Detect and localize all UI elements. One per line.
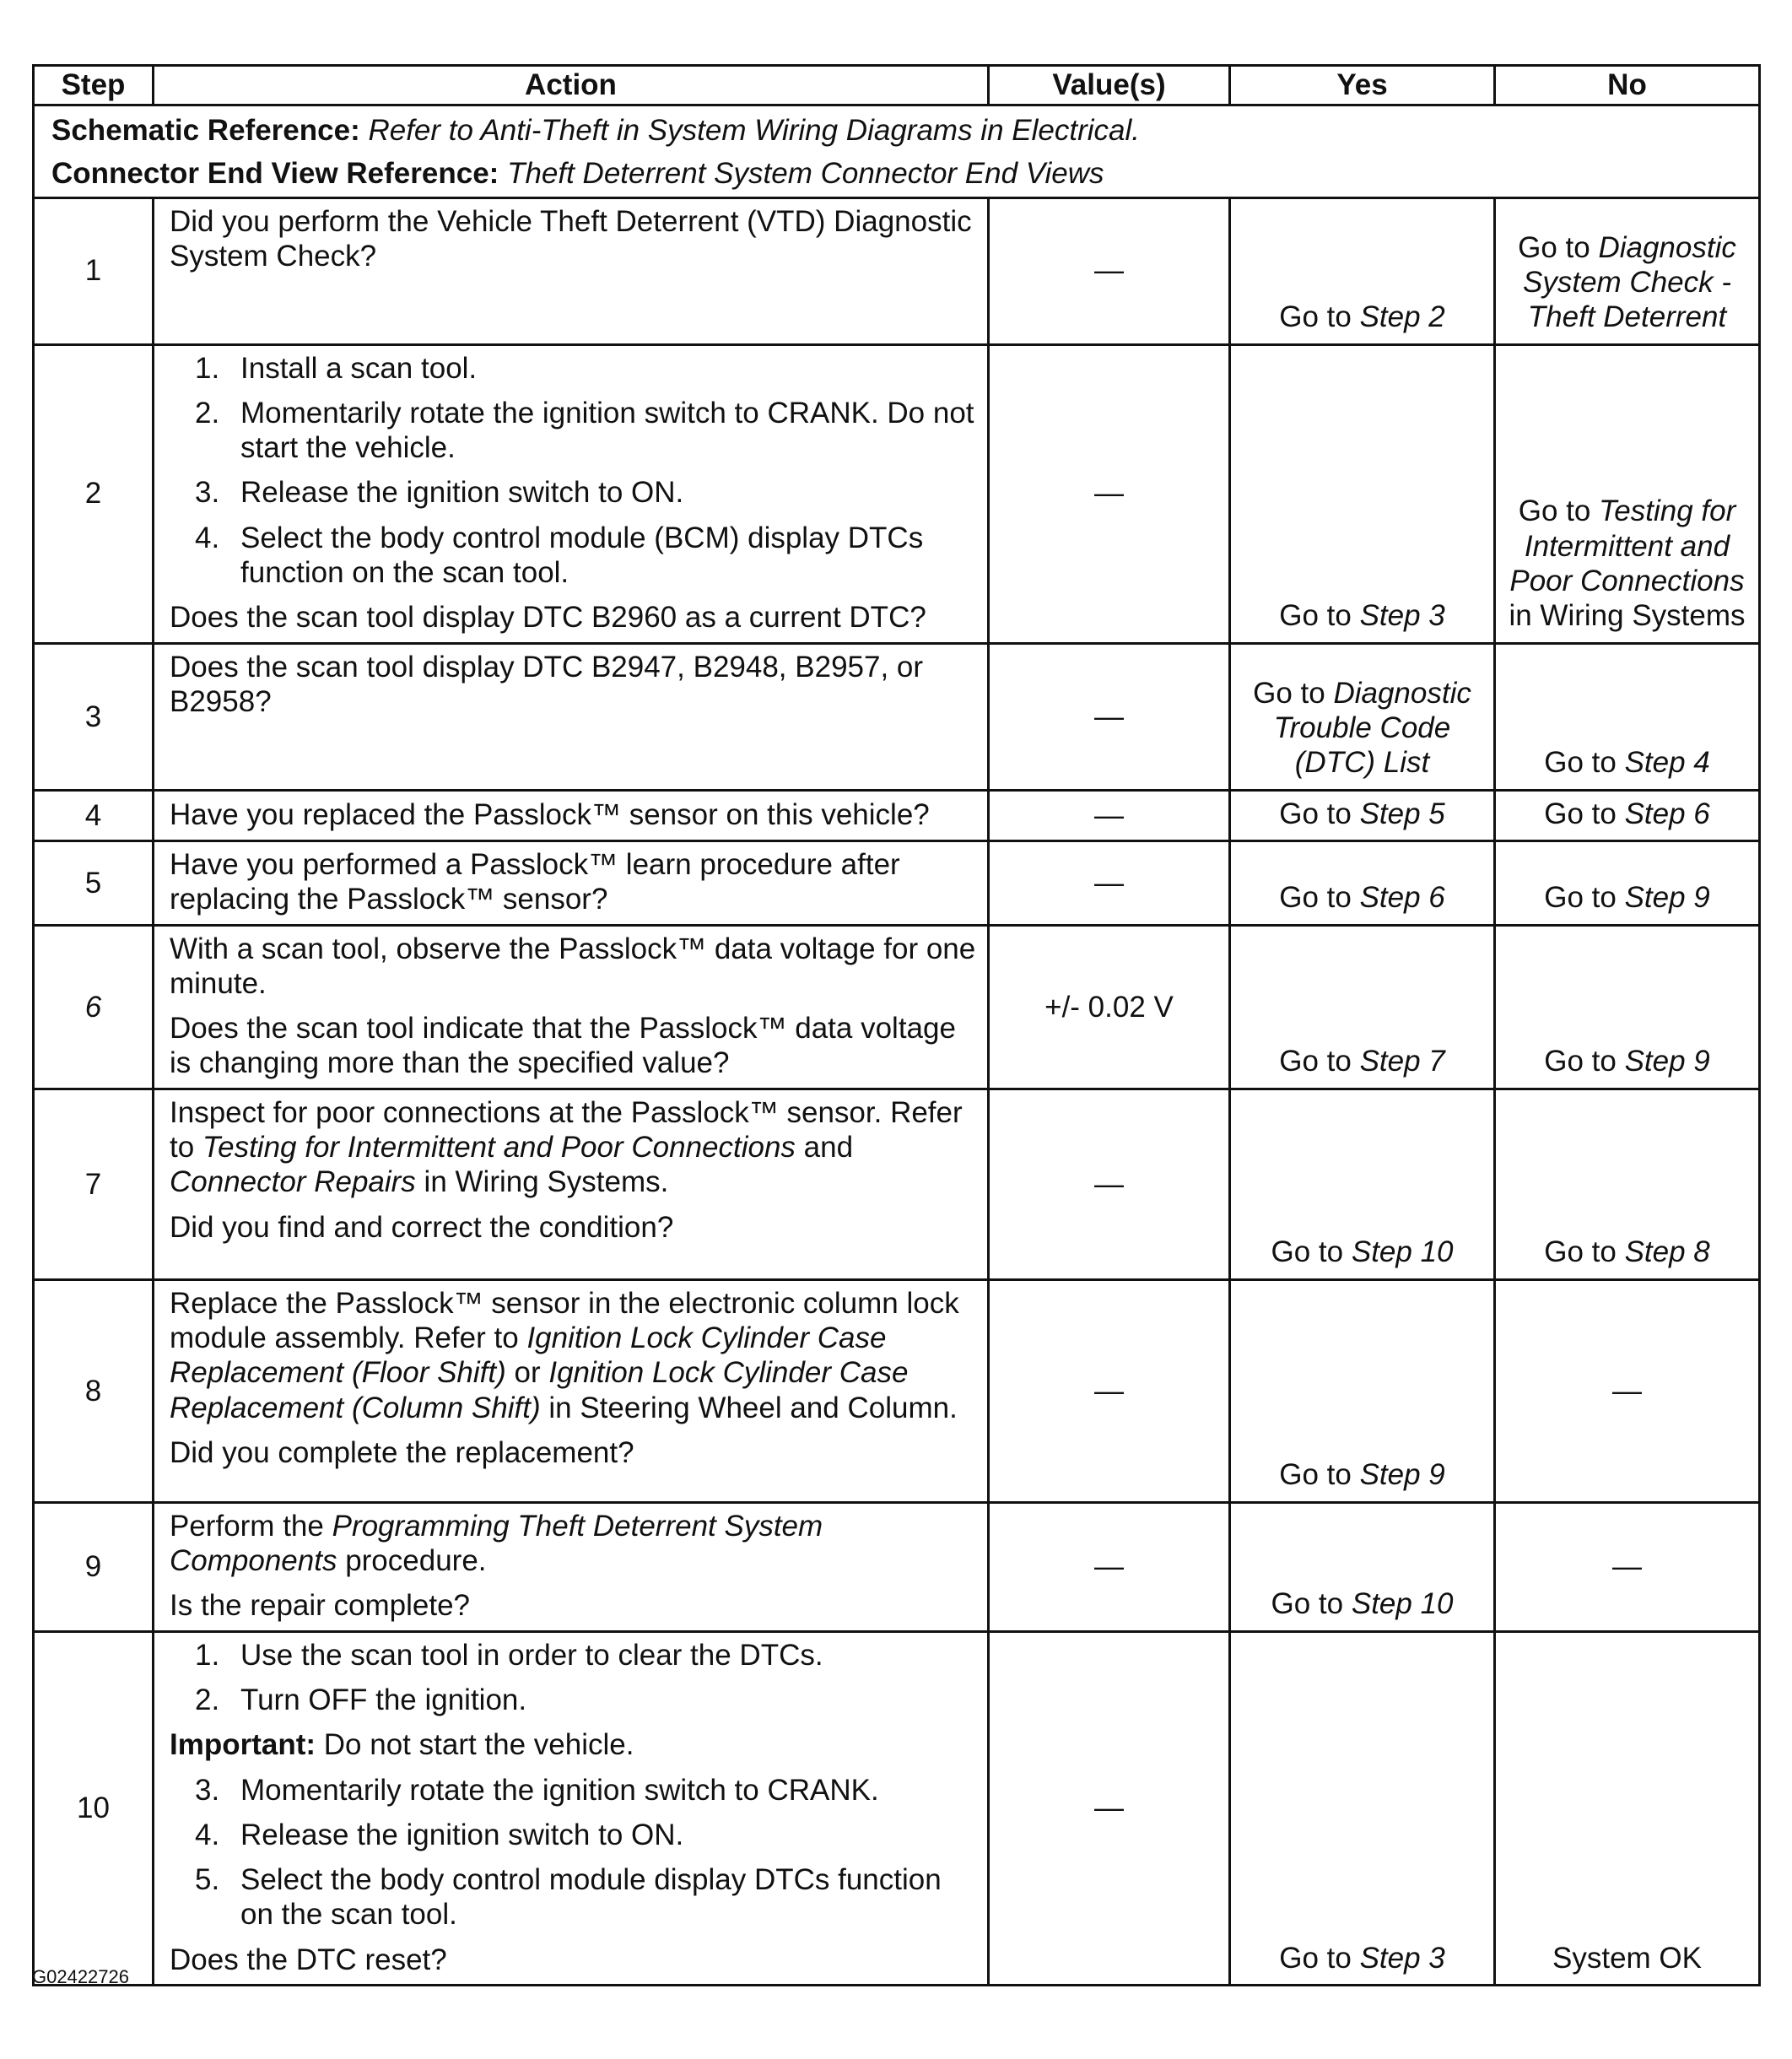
question-text: Does the DTC reset? xyxy=(170,1943,447,1976)
reference-link[interactable]: Programming Theft Deterrent System Components xyxy=(170,1509,823,1578)
goto-text: Go to xyxy=(1279,1458,1352,1492)
header-action: Action xyxy=(154,66,989,105)
diagnostic-table xyxy=(32,64,1761,1986)
list-item: 2. Momentarily rotate the ignition switch to CRANK. Do not start the vehicle. xyxy=(195,396,974,465)
reference-cell xyxy=(34,105,1760,198)
question-text: Did you complete the replacement? xyxy=(170,1435,634,1469)
list-item: 4. Select the body control module (BCM) display DTCs function on the scan tool. xyxy=(195,521,924,590)
list-item-text: Momentarily rotate the ignition switch to CRANK. Do not start the vehicle. xyxy=(240,396,974,465)
action-cell xyxy=(154,925,989,1089)
value-cell: — xyxy=(989,840,1230,925)
yes-step-link[interactable]: Step 3 xyxy=(1359,599,1445,633)
reference-link[interactable]: Ignition Lock Cylinder Case Replacement (Floor Shift) xyxy=(170,1321,887,1390)
value-cell: — xyxy=(989,197,1230,344)
no-cell: — xyxy=(1495,1279,1760,1502)
question-text: Does the scan tool display DTC B2960 as a current DTC? xyxy=(170,601,926,635)
value-cell: — xyxy=(989,643,1230,790)
action-text: Did you perform the Vehicle Theft Deterrent (VTD) Diagnostic System Check? xyxy=(170,204,972,273)
list-item-text: Select the body control module (BCM) display DTCs function on the scan tool. xyxy=(240,521,924,590)
goto-text: Go to xyxy=(1544,1235,1617,1269)
action-text: Does the scan tool display DTC B2947, B2948, B2957, or B2958? xyxy=(170,650,924,718)
step-number: 3 xyxy=(34,643,154,790)
yes-cell xyxy=(1230,1089,1495,1279)
value-cell: — xyxy=(989,1089,1230,1279)
reference-link[interactable]: Testing for Intermittent and Poor Connections xyxy=(202,1131,796,1165)
goto-text: Go to xyxy=(1279,300,1352,334)
no-link[interactable]: Testing for Intermittent and Poor Connections xyxy=(1509,494,1745,598)
list-item-text: Install a scan tool. xyxy=(240,351,478,385)
list-item-text: Momentarily rotate the ignition switch to CRANK. xyxy=(240,1773,879,1807)
connector-reference-text[interactable]: Theft Deterrent System Connector End Views xyxy=(507,157,1104,191)
action-text-part: Inspect for poor connections at the Passlock™ sensor. Refer to xyxy=(170,1095,963,1165)
action-text xyxy=(170,1095,977,1200)
action-text-part: Replace the Passlock™ sensor in the electronic column lock module assembly. Refer to xyxy=(170,1286,959,1355)
no-cell xyxy=(1495,1089,1760,1279)
step-number: 1 xyxy=(34,197,154,344)
yes-cell xyxy=(1230,344,1495,643)
action-list xyxy=(170,1773,977,1932)
goto-text: Go to xyxy=(1544,1045,1617,1078)
goto-text: Go to xyxy=(1271,1587,1344,1621)
question-text: Is the repair complete? xyxy=(170,1589,471,1623)
schematic-reference xyxy=(51,113,1741,148)
goto-text: Go to xyxy=(1279,881,1352,915)
action-text: Have you performed a Passlock™ learn procedure after replacing the Passlock™ sensor? xyxy=(170,847,900,916)
table-row xyxy=(34,1279,1760,1502)
table-row xyxy=(34,643,1760,790)
reference-link[interactable]: Ignition Lock Cylinder Case Replacement (Column Shift) xyxy=(170,1356,909,1424)
table-row xyxy=(34,790,1760,840)
step-number: 2 xyxy=(34,344,154,643)
table-row xyxy=(34,925,1760,1089)
list-item: 2. Turn OFF the ignition. xyxy=(195,1683,527,1716)
list-item: 3. Release the ignition switch to ON. xyxy=(195,476,684,510)
goto-text: Go to xyxy=(1253,676,1325,710)
goto-text: Go to xyxy=(1279,1045,1352,1078)
yes-step-link[interactable]: Step 6 xyxy=(1359,881,1445,915)
reference-row xyxy=(34,105,1760,198)
no-cell xyxy=(1495,840,1760,925)
no-step-link[interactable]: Step 8 xyxy=(1624,1235,1710,1269)
important-text: Do not start the vehicle. xyxy=(323,1728,634,1762)
no-cell xyxy=(1495,925,1760,1089)
header-yes: Yes xyxy=(1230,66,1495,105)
reference-link[interactable]: Connector Repairs xyxy=(170,1165,416,1199)
yes-step-link[interactable]: Step 9 xyxy=(1359,1458,1445,1492)
important-note xyxy=(170,1727,977,1762)
goto-text: Go to xyxy=(1544,881,1617,915)
no-cell: System OK xyxy=(1495,1631,1760,1985)
no-link[interactable]: Diagnostic System Check - Theft Deterrent xyxy=(1523,230,1736,334)
action-cell xyxy=(154,1089,989,1279)
goto-text: Go to xyxy=(1279,1941,1352,1975)
connector-reference-label: Connector End View Reference: xyxy=(51,157,499,191)
action-text-part: in Steering Wheel and Column. xyxy=(548,1391,958,1424)
action-text: With a scan tool, observe the Passlock™ data voltage for one minute. xyxy=(170,932,976,1000)
no-step-link[interactable]: Step 9 xyxy=(1624,1045,1710,1078)
important-label: Important: xyxy=(170,1728,316,1762)
value-cell: — xyxy=(989,790,1230,840)
goto-text: Go to xyxy=(1518,494,1591,528)
action-cell xyxy=(154,790,989,840)
action-cell xyxy=(154,840,989,925)
table-row xyxy=(34,1502,1760,1631)
step-number: 8 xyxy=(34,1279,154,1502)
goto-text: Go to xyxy=(1518,230,1590,264)
action-text: Have you replaced the Passlock™ sensor on this vehicle? xyxy=(170,797,930,831)
action-text-part: and xyxy=(803,1131,854,1165)
schematic-reference-label: Schematic Reference: xyxy=(51,114,360,147)
figure-id: G02422726 xyxy=(32,1966,129,1987)
action-cell xyxy=(154,344,989,643)
goto-text: Go to xyxy=(1279,599,1352,633)
no-cell xyxy=(1495,197,1760,344)
step-number: 7 xyxy=(34,1089,154,1279)
goto-text: Go to xyxy=(1279,797,1352,830)
action-cell xyxy=(154,1279,989,1502)
step-number: 4 xyxy=(34,790,154,840)
no-step-link[interactable]: Step 4 xyxy=(1624,746,1710,780)
yes-step-link[interactable]: Step 3 xyxy=(1359,1941,1445,1975)
action-text xyxy=(170,1509,977,1579)
list-item: 3. Momentarily rotate the ignition switch to CRANK. xyxy=(195,1773,879,1807)
step-number: 5 xyxy=(34,840,154,925)
question-text: Did you find and correct the condition? xyxy=(170,1210,674,1244)
no-step-link[interactable]: Step 6 xyxy=(1624,797,1710,830)
action-text xyxy=(170,1286,977,1425)
value-cell: — xyxy=(989,1631,1230,1985)
header-values: Value(s) xyxy=(989,66,1230,105)
list-item-text: Release the ignition switch to ON. xyxy=(240,1818,684,1851)
no-suffix: in Wiring Systems xyxy=(1509,599,1746,633)
list-item: 5. Select the body control module display DTCs function on the scan tool. xyxy=(195,1863,942,1932)
value-cell: — xyxy=(989,344,1230,643)
action-text-part: in Wiring Systems. xyxy=(424,1165,669,1199)
no-cell xyxy=(1495,790,1760,840)
table-row xyxy=(34,1089,1760,1279)
yes-cell xyxy=(1230,1279,1495,1502)
yes-cell xyxy=(1230,1631,1495,1985)
list-item-text: Select the body control module display DTCs function on the scan tool. xyxy=(240,1863,942,1932)
yes-cell xyxy=(1230,1502,1495,1631)
value-cell: +/- 0.02 V xyxy=(989,925,1230,1089)
goto-text: Go to xyxy=(1544,797,1617,830)
question-text: Does the scan tool indicate that the Passlock™ data voltage is changing more than the specified value? xyxy=(170,1012,956,1080)
table-row xyxy=(34,197,1760,344)
action-list xyxy=(170,1638,977,1718)
goto-text: Go to xyxy=(1544,746,1617,780)
list-item: 1. Use the scan tool in order to clear the DTCs. xyxy=(195,1638,823,1672)
list-item: 1. Install a scan tool. xyxy=(195,351,478,385)
header-step: Step xyxy=(34,66,154,105)
table-row xyxy=(34,840,1760,925)
header-no: No xyxy=(1495,66,1760,105)
yes-step-link[interactable]: Step 2 xyxy=(1359,300,1445,334)
yes-link[interactable]: Diagnostic Trouble Code (DTC) List xyxy=(1273,676,1471,780)
step-number: 6 xyxy=(34,925,154,1089)
connector-reference xyxy=(51,156,1741,191)
action-text-part: Perform the xyxy=(170,1509,324,1543)
action-cell xyxy=(154,1631,989,1985)
yes-step-link[interactable]: Step 10 xyxy=(1351,1587,1454,1621)
goto-text: Go to xyxy=(1271,1235,1344,1269)
yes-step-link[interactable]: Step 10 xyxy=(1351,1235,1454,1269)
step-number: 9 xyxy=(34,1502,154,1631)
table-row xyxy=(34,344,1760,643)
value-cell: — xyxy=(989,1279,1230,1502)
action-cell xyxy=(154,1502,989,1631)
action-cell xyxy=(154,643,989,790)
list-item-text: Turn OFF the ignition. xyxy=(240,1683,527,1716)
action-text-part: procedure. xyxy=(345,1544,487,1578)
list-item: 4. Release the ignition switch to ON. xyxy=(195,1818,684,1851)
yes-step-link[interactable]: Step 5 xyxy=(1359,797,1445,830)
action-cell xyxy=(154,197,989,344)
list-item-text: Use the scan tool in order to clear the DTCs. xyxy=(240,1638,823,1672)
no-cell xyxy=(1495,643,1760,790)
value-cell: — xyxy=(989,1502,1230,1631)
no-cell: — xyxy=(1495,1502,1760,1631)
yes-step-link[interactable]: Step 7 xyxy=(1359,1045,1445,1078)
no-step-link[interactable]: Step 9 xyxy=(1624,881,1710,915)
yes-cell xyxy=(1230,925,1495,1089)
header-row xyxy=(34,66,1760,105)
yes-cell xyxy=(1230,840,1495,925)
action-text-part: or xyxy=(514,1356,541,1390)
table-row xyxy=(34,1631,1760,1985)
yes-cell xyxy=(1230,643,1495,790)
yes-cell xyxy=(1230,197,1495,344)
no-cell xyxy=(1495,344,1760,643)
schematic-reference-text[interactable]: Refer to Anti-Theft in System Wiring Diagrams in Electrical. xyxy=(368,114,1140,147)
yes-cell xyxy=(1230,790,1495,840)
action-list xyxy=(170,351,977,591)
step-number: 10 xyxy=(34,1631,154,1985)
list-item-text: Release the ignition switch to ON. xyxy=(240,476,684,510)
